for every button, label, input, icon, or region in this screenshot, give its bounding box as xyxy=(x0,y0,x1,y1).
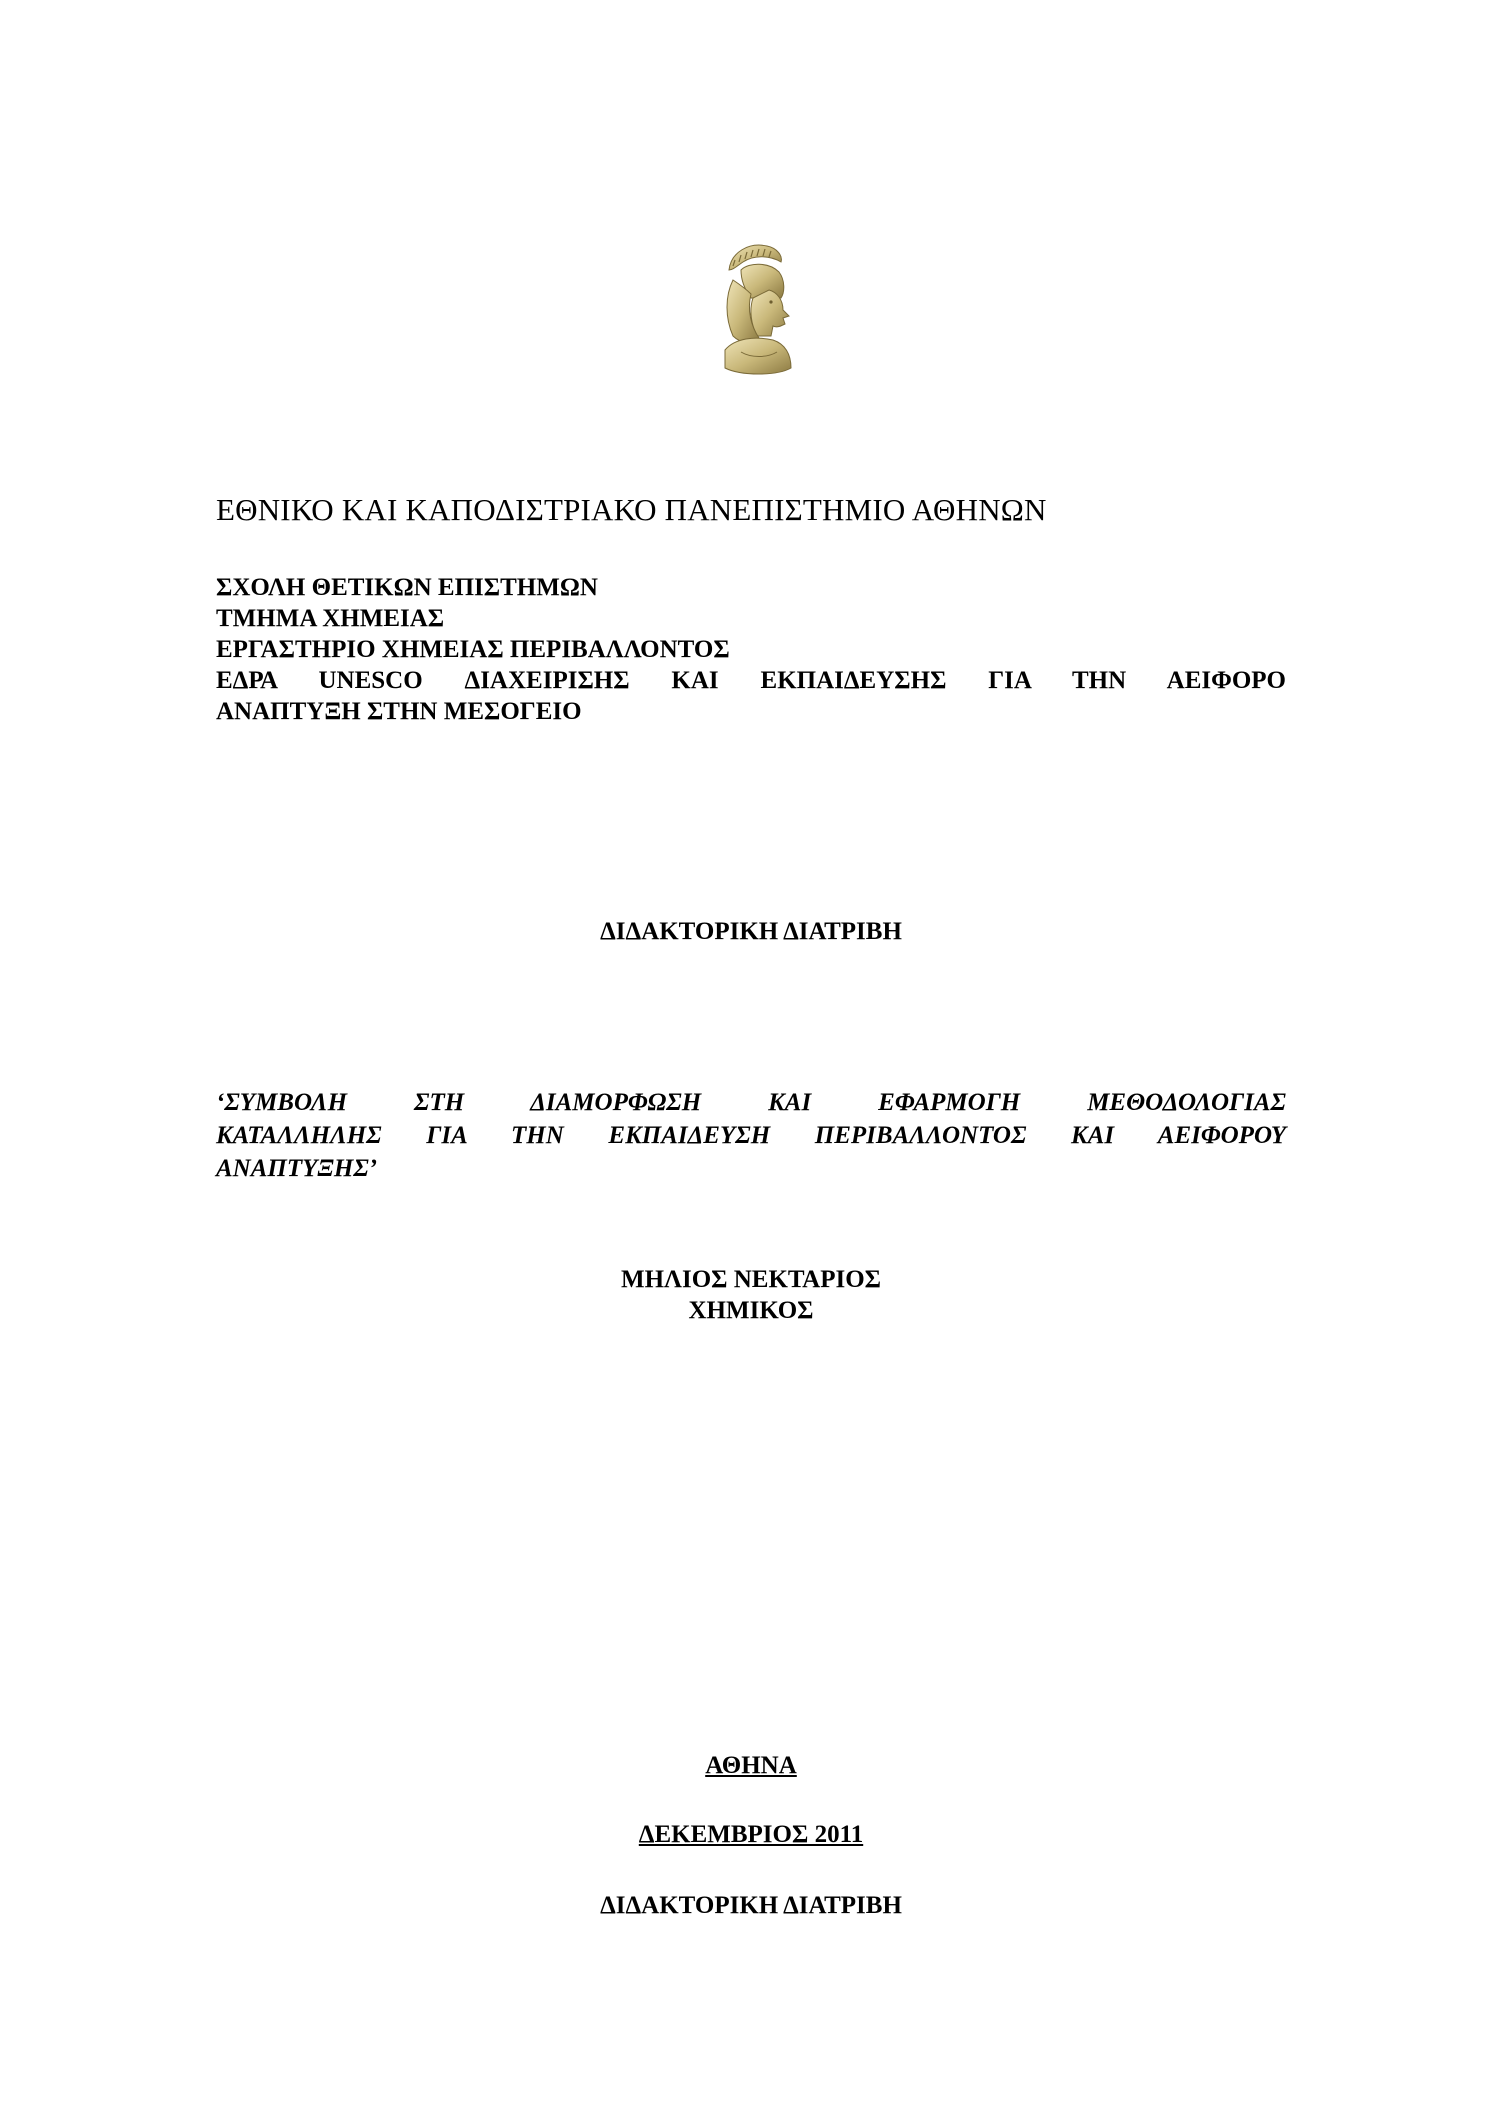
date: ΔΕΚΕΜΒΡΙΟΣ 2011 xyxy=(638,1821,864,1848)
thesis-title-line2: ΚΑΤΑΛΛΗΛΗΣ ΓΙΑ ΤΗΝ ΕΚΠΑΙΔΕΥΣΗ ΠΕΡΙΒΑΛΛΟΝΤΟΣ ΚΑΙ ΑΕΙΦΟΡΟΥ xyxy=(216,1122,1286,1149)
thesis-title xyxy=(216,1086,1286,1185)
thesis-type-heading: ΔΙΔΑΚΤΟΡΙΚΗ ΔΙΑΤΡΙΒΗ xyxy=(600,918,902,945)
city: ΑΘΗΝΑ xyxy=(705,1752,797,1779)
athena-head-seal-icon xyxy=(711,240,807,380)
department-block xyxy=(216,572,1286,727)
faculty-name: ΣΧΟΛΗ ΘΕΤΙΚΩΝ ΕΠΙΣΤΗΜΩΝ xyxy=(216,574,598,601)
university-name: ΕΘΝΙΚΟ ΚΑΙ ΚΑΠΟΔΙΣΤΡΙΑΚΟ ΠΑΝΕΠΙΣΤΗΜΙΟ ΑΘΗΝΩΝ xyxy=(216,492,1047,527)
thesis-title-line3: ΑΝΑΠΤΥΞΗΣ’ xyxy=(216,1155,378,1182)
author-name: ΜΗΛΙΟΣ ΝΕΚΤΑΡΙΟΣ xyxy=(621,1266,881,1293)
author-profession: ΧΗΜΙΚΟΣ xyxy=(688,1297,814,1324)
laboratory-name: ΕΡΓΑΣΤΗΡΙΟ ΧΗΜΕΙΑΣ ΠΕΡΙΒΑΛΛΟΝΤΟΣ xyxy=(216,636,730,663)
thesis-title-line1: ‘ΣΥΜΒΟΛΗ ΣΤΗ ΔΙΑΜΟΡΦΩΣΗ ΚΑΙ ΕΦΑΡΜΟΓΗ ΜΕΘΟΔΟΛΟΓΙΑΣ xyxy=(216,1089,1286,1116)
author-block xyxy=(216,1264,1286,1326)
unesco-chair-line1: ΕΔΡΑ UNESCO ΔΙΑΧΕΙΡΙΣΗΣ ΚΑΙ ΕΚΠΑΙΔΕΥΣΗΣ ΓΙΑ ΤΗΝ ΑΕΙΦΟΡΟ xyxy=(216,667,1286,694)
unesco-chair-line2: ΑΝΑΠΤΥΞΗ ΣΤΗΝ ΜΕΣΟΓΕΙΟ xyxy=(216,698,582,725)
department-name: ΤΜΗΜΑ ΧΗΜΕΙΑΣ xyxy=(216,605,445,632)
thesis-type-footer: ΔΙΔΑΚΤΟΡΙΚΗ ΔΙΑΤΡΙΒΗ xyxy=(600,1892,902,1919)
